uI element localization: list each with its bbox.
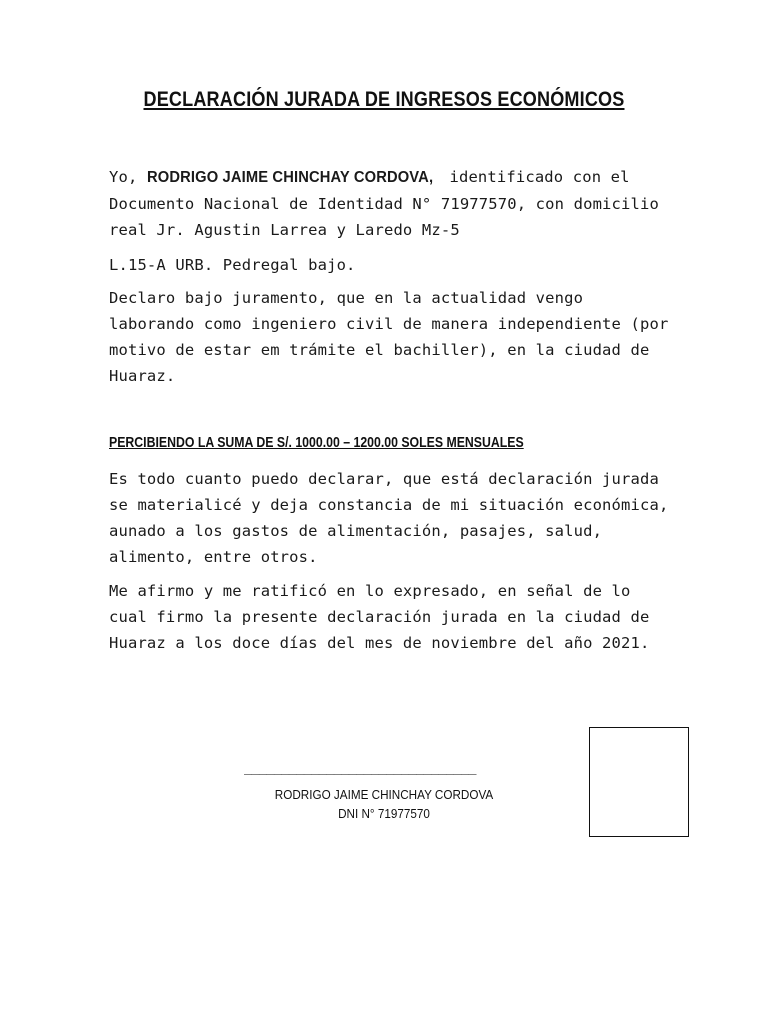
declarant-name: RODRIGO JAIME CHINCHAY CORDOVA, [146, 169, 434, 186]
declare-paragraph: Es todo cuanto puedo declarar, que está declaración jurada se materialicé y deja constancia de mi situación económica, aunado a los gastos de alimentación, pasajes, salud, alimento, entre otros. [109, 470, 669, 566]
fingerprint-box [589, 727, 689, 837]
address-line: L.15-A URB. Pedregal bajo. [109, 256, 356, 274]
income-statement: PERCIBIENDO LA SUMA DE S/. 1000.00 – 1200.00 SOLES MENSUALES [109, 434, 524, 451]
document-title: DECLARACIÓN JURADA DE INGRESOS ECONÓMICOS [143, 88, 625, 111]
work-paragraph: Declaro bajo juramento, que en la actualidad vengo laborando como ingeniero civil de manera independiente (por motivo de estar em trámite el bachiller), en la ciudad de Huaraz. [109, 289, 669, 385]
signature-name: RODRIGO JAIME CHINCHAY CORDOVA [274, 787, 494, 802]
signature-line: _______________________________ [244, 760, 477, 776]
affirm-paragraph: Me afirmo y me ratificó en lo expresado, en señal de lo cual firmo la presente declaración jurada en la ciudad de Huaraz a los doce días del mes de noviembre del año 2021. [109, 582, 650, 652]
signature-dni: DNI N° 71977570 [338, 806, 430, 821]
intro-rest: identificado con el Documento Nacional de Identidad N° 71977570, con domicilio real Jr. Agustin Larrea y Laredo Mz-5 [109, 168, 659, 239]
intro-prefix: Yo, [109, 168, 147, 186]
